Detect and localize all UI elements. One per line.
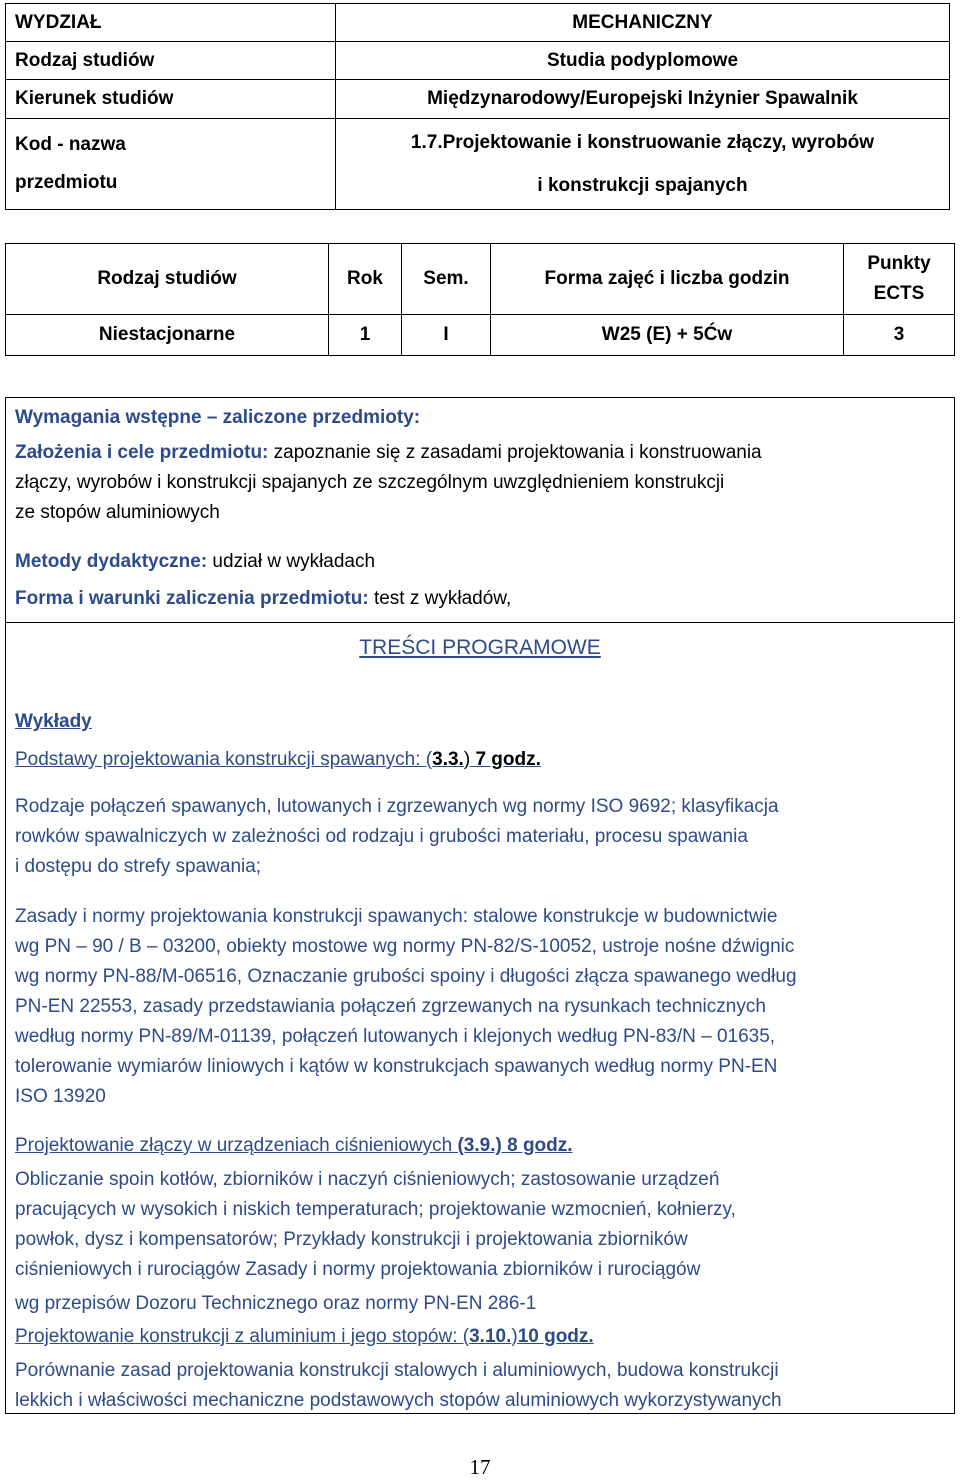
topic3-heading: [15, 1322, 945, 1352]
topic1-hours: 7 godz.: [475, 749, 541, 770]
header-rok: Rok: [329, 244, 402, 315]
paragraph-line: wg PN – 90 / B – 03200, obiekty mostowe wg normy PN-82/S-10052, ustroje nośne dźwignic: [15, 936, 795, 957]
cell-sem: I: [402, 315, 491, 356]
table-row: [6, 4, 950, 42]
label-kierunek: Kierunek studiów: [6, 80, 336, 119]
paragraph-line: wg normy PN-88/M-06516, Oznaczanie grubości spoiny i długości złącza spawanego według: [15, 966, 797, 987]
cell-ects: 3: [844, 315, 955, 356]
forma-text: test z wykładów,: [368, 588, 512, 609]
header-sem: Sem.: [402, 244, 491, 315]
table-header-row: [6, 244, 955, 315]
value-kod-line1: 1.7.Projektowanie i konstruowanie złączy, wyrobów: [410, 132, 875, 153]
table-row: [6, 119, 950, 210]
header-ects: ECTS: [873, 283, 925, 304]
zalozenia-block: [15, 438, 945, 528]
header-punkty: Punkty: [867, 253, 931, 274]
paragraph-line: tolerowanie wymiarów liniowych i kątów w konstrukcjach spawanych według normy PN-EN: [15, 1056, 778, 1077]
paragraph-line: i dostępu do strefy spawania;: [15, 856, 262, 877]
label-kod-nazwa: [6, 119, 336, 210]
table-row: [6, 80, 950, 119]
topic1-number: 3.3.: [432, 749, 464, 770]
metody-line: [15, 547, 945, 577]
study-form-table: [5, 243, 955, 356]
topic3-number: 3.10.: [469, 1326, 512, 1347]
paragraph-line: ISO 13920: [15, 1086, 106, 1107]
paragraph-line: ciśnieniowych i rurociągów Zasady i normy projektowania zbiorników i rurociągów: [15, 1259, 701, 1280]
header-punkty-ects: [844, 244, 955, 315]
topic2-title: Projektowanie złączy w urządzeniach ciśnieniowych: [15, 1135, 458, 1156]
paragraph-line: Rodzaje połączeń spawanych, lutowanych i zgrzewanych wg normy ISO 9692; klasyfikacja: [15, 796, 779, 817]
paragraph-line: rowków spawalniczych w zależności od rodzaju i grubości materiału, procesu spawania: [15, 826, 748, 847]
paragraph-2: [15, 902, 945, 1112]
forma-label: Forma i warunki zaliczenia przedmiotu:: [15, 588, 369, 609]
zalozenia-text-1: zapoznanie się z zasadami projektowania i konstruowania: [268, 442, 762, 463]
forma-line: [15, 584, 945, 614]
label-kod-line1: Kod - nazwa: [15, 134, 126, 155]
label-kod-line2: przedmiotu: [15, 172, 118, 193]
paragraph-4: [15, 1356, 945, 1416]
metody-text: udział w wykładach: [207, 551, 376, 572]
paragraph-3: [15, 1165, 945, 1319]
label-wydzial: WYDZIAŁ: [6, 4, 336, 42]
value-kierunek: Międzynarodowy/Europejski Inżynier Spawalnik: [336, 80, 950, 119]
paragraph-line: Porównanie zasad projektowania konstrukcji stalowych i aluminiowych, budowa konstrukcji: [15, 1360, 779, 1381]
paragraph-line: Zasady i normy projektowania konstrukcji spawanych: stalowe konstrukcje w budownictwie: [15, 906, 778, 927]
page-number: 17: [469, 1455, 491, 1479]
cell-rok: 1: [329, 315, 402, 356]
wyklady-heading: Wykłady: [15, 711, 92, 732]
zalozenia-label: Założenia i cele przedmiotu:: [15, 442, 269, 463]
value-kod-nazwa: [336, 119, 950, 210]
cell-rodzaj: Niestacjonarne: [6, 315, 329, 356]
metody-label: Metody dydaktyczne:: [15, 551, 208, 572]
zalozenia-line2: złączy, wyrobów i konstrukcji spajanych ze szczególnym uwzględnieniem konstrukcji: [15, 472, 725, 493]
paragraph-line: powłok, dysz i kompensatorów; Przykłady konstrukcji i projektowania zbiorników: [15, 1229, 688, 1250]
table-row: [6, 315, 955, 356]
topic3-hours: 10 godz.: [517, 1326, 594, 1347]
paragraph-line: Obliczanie spoin kotłów, zbiorników i naczyń ciśnieniowych; zastosowanie urządzeń: [15, 1169, 720, 1190]
paragraph-line: pracujących w wysokich i niskich temperaturach; projektowanie wzmocnień, kołnierzy,: [15, 1199, 736, 1220]
zalozenia-line1: [15, 438, 945, 468]
paragraph-line: wg przepisów Dozoru Technicznego oraz normy PN-EN 286-1: [15, 1293, 537, 1314]
paragraph-line: lekkich i właściwości mechaniczne podstawowych stopów aluminiowych wykorzystywanych: [15, 1390, 782, 1411]
topic2-hours: (3.9.) 8 godz.: [457, 1135, 573, 1156]
label-rodzaj-studiow: Rodzaj studiów: [6, 42, 336, 80]
zalozenia-line3: ze stopów aluminiowych: [15, 502, 220, 523]
paragraph-1: [15, 792, 945, 882]
topic3-title: Projektowanie konstrukcji z aluminium i jego stopów: (: [15, 1326, 470, 1347]
value-wydzial: MECHANICZNY: [336, 4, 950, 42]
header-forma-zajec: Forma zajęć i liczba godzin: [491, 244, 844, 315]
topic1-title: Podstawy projektowania konstrukcji spawanych: (: [15, 749, 433, 770]
course-info-table: [5, 3, 950, 210]
value-kod-line2: i konstrukcji spajanych: [537, 175, 748, 196]
topic3-close: ): [511, 1326, 518, 1347]
value-rodzaj-studiow: Studia podyplomowe: [336, 42, 950, 80]
header-rodzaj-studiow: Rodzaj studiów: [6, 244, 329, 315]
tresci-heading: TREŚCI PROGRAMOWE: [359, 636, 601, 659]
table-row: [6, 42, 950, 80]
topic1-close: ): [463, 749, 476, 770]
topic1-heading: [15, 745, 945, 775]
paragraph-line: według normy PN-89/M-01139, połączeń lutowanych i klejonych według PN-83/N – 01635,: [15, 1026, 776, 1047]
wymagania-label: Wymagania wstępne – zaliczone przedmioty:: [15, 407, 421, 428]
topic2-heading: [15, 1131, 945, 1161]
paragraph-line: PN-EN 22553, zasady przedstawiania połączeń zgrzewanych na rysunkach technicznych: [15, 996, 766, 1017]
cell-forma: W25 (E) + 5Ćw: [491, 315, 844, 356]
